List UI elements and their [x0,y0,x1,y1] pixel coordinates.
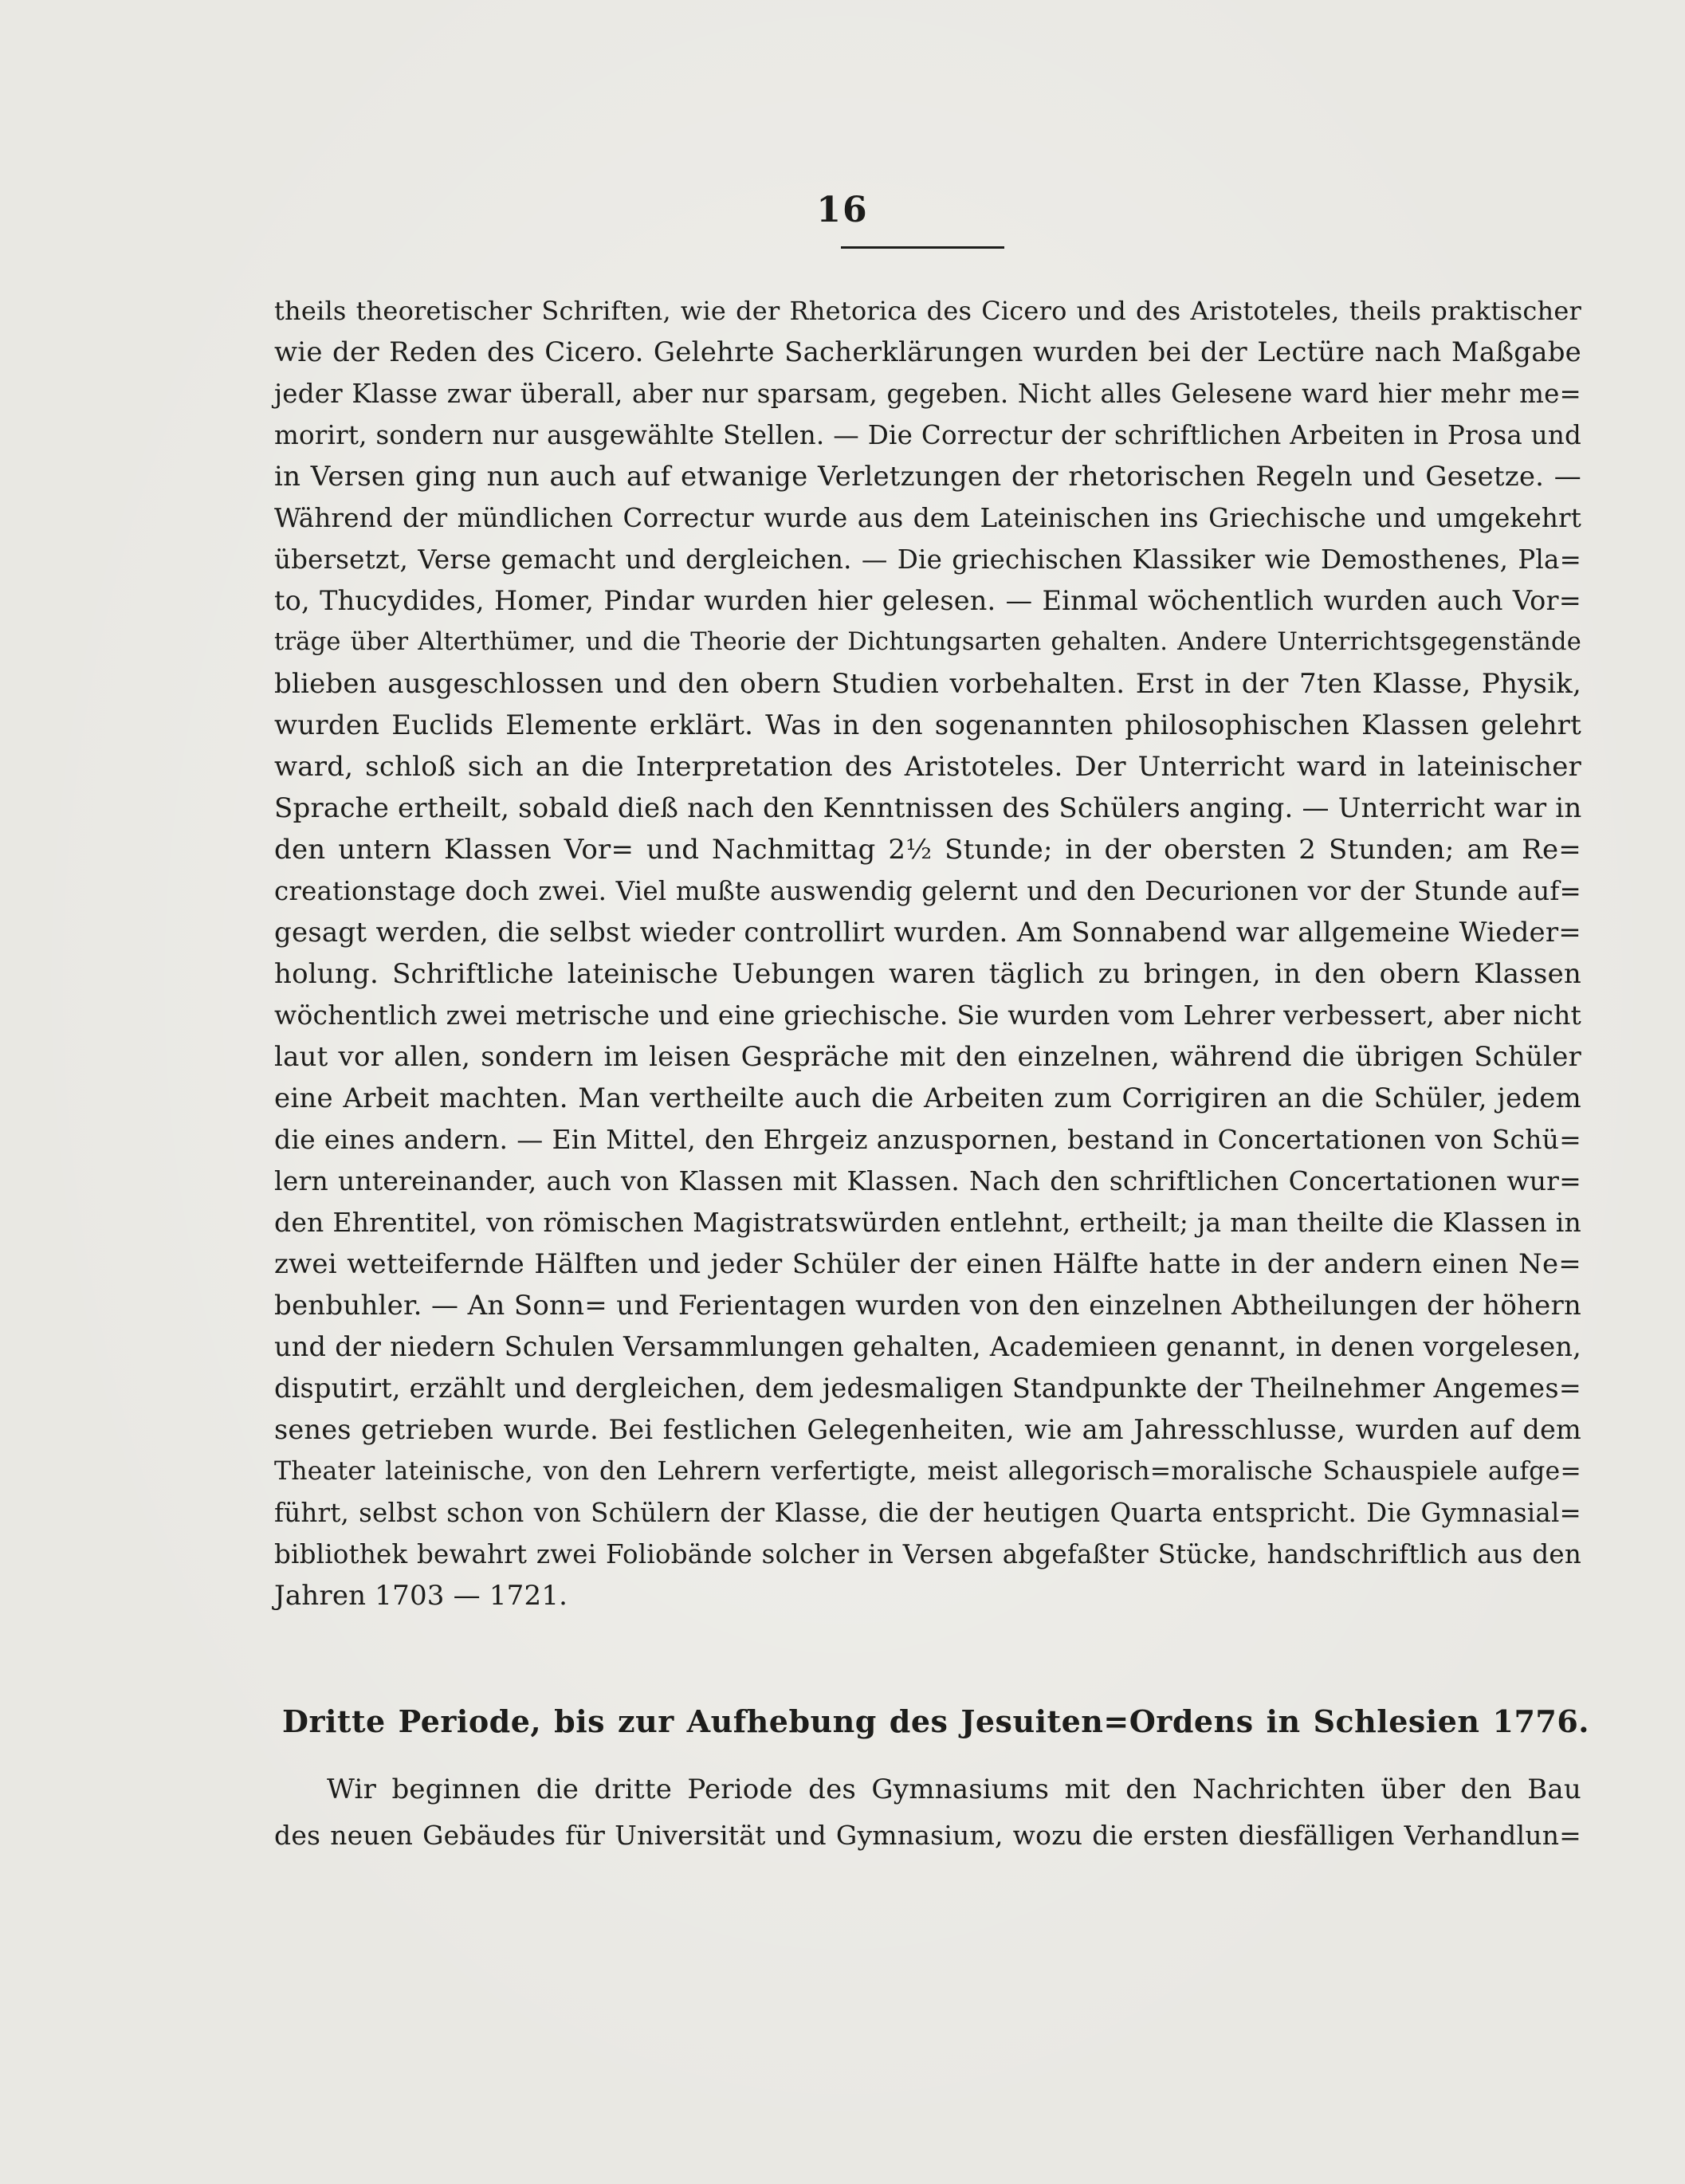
text-line: träge über Alterthümer, und die Theorie der Dichtungsarten gehalten. Andere Unterrichtsgegenstände [274,628,1581,656]
text-line: senes getrieben wurde. Bei festlichen Gelegenheiten, wie am Jahresschlusse, wurden auf dem [274,1414,1581,1445]
text-line: benbuhler. — An Sonn= und Ferientagen wurden von den einzelnen Abtheilungen der höhern [274,1290,1581,1322]
text-line: und der niedern Schulen Versammlungen gehalten, Academieen genannt, in denen vorgelesen, [274,1331,1581,1362]
text-line: theils theoretischer Schriften, wie der Rhetorica des Cicero und des Aristoteles, theils praktischer [274,296,1581,326]
text-line: holung. Schriftliche lateinische Uebungen waren täglich zu bringen, in den obern Klassen [274,958,1581,990]
text-line: jeder Klasse zwar überall, aber nur sparsam, gegeben. Nicht alles Gelesene ward hier mehr me= [274,379,1581,409]
text-line: ward, schloß sich an die Interpretation des Aristoteles. Der Unterricht ward in lateinischer [274,751,1581,783]
text-line: Jahren 1703 — 1721. [274,1580,568,1612]
text-line: übersetzt, Verse gemacht und dergleichen. — Die griechischen Klassiker wie Demosthenes, Pla= [274,544,1581,575]
text-line: bibliothek bewahrt zwei Foliobände solcher in Versen abgefaßter Stücke, handschriftlich aus den [274,1539,1581,1569]
text-line: laut vor allen, sondern im leisen Gespräche mit den einzelnen, während die übrigen Schüler [274,1041,1581,1073]
text-line: des neuen Gebäudes für Universität und Gymnasium, wozu die ersten diesfälligen Verhandlun= [274,1820,1581,1851]
text-line: führt, selbst schon von Schülern der Klasse, die der heutigen Quarta entspricht. Die Gymnasial= [274,1498,1581,1528]
text-line: wurden Euclids Elemente erklärt. Was in den sogenannten philosophischen Klassen gelehrt [274,709,1581,741]
page-number-rule [841,246,1004,249]
text-line: Theater lateinische, von den Lehrern verfertigte, meist allegorisch=moralische Schauspiele aufge= [274,1457,1581,1486]
page-number: 16 [816,190,869,230]
text-line: lern untereinander, auch von Klassen mit Klassen. Nach den schriftlichen Concertationen wur= [274,1165,1581,1196]
text-line: gesagt werden, die selbst wieder controllirt wurden. Am Sonnabend war allgemeine Wieder= [274,917,1581,949]
text-line: Sprache ertheilt, sobald dieß nach den Kenntnissen des Schülers anging. — Unterricht war in [274,792,1582,824]
body-paragraph [274,290,1581,1616]
text-line: disputirt, erzählt und dergleichen, dem jedesmaligen Standpunkte der Theilnehmer Angemes= [274,1373,1581,1404]
text-line: morirt, sondern nur ausgewählte Stellen. — Die Correctur der schriftlichen Arbeiten in Prosa und [274,420,1581,450]
text-line: in Versen ging nun auch auf etwanige Verletzungen der rhetorischen Regeln und Gesetze. — [274,461,1581,493]
text-line: wie der Reden des Cicero. Gelehrte Sacherklärungen wurden bei der Lectüre nach Maßgabe [274,336,1581,368]
section-heading: Dritte Periode, bis zur Aufhebung des Jesuiten=Ordens in Schlesien 1776. [282,1703,1589,1739]
text-line: wöchentlich zwei metrische und eine griechische. Sie wurden vom Lehrer verbessert, aber nicht [274,1000,1581,1031]
text-line: den Ehrentitel, von römischen Magistratswürden entlehnt, ertheilt; ja man theilte die Klassen in [274,1207,1581,1238]
text-line: eine Arbeit machten. Man vertheilte auch die Arbeiten zum Corrigiren an die Schüler, jedem [274,1082,1581,1114]
text-line: Wir beginnen die dritte Periode des Gymnasiums mit den Nachrichten über den Bau [327,1774,1581,1805]
text-line: Während der mündlichen Correctur wurde aus dem Lateinischen ins Griechische und umgekehrt [274,503,1581,533]
text-line: creationstage doch zwei. Viel mußte auswendig gelernt und den Decurionen vor der Stunde auf= [274,876,1581,906]
text-line: zwei wetteifernde Hälften und jeder Schüler der einen Hälfte hatte in der andern einen Ne= [274,1248,1581,1280]
text-line: den untern Klassen Vor= und Nachmittag 2½ Stunde; in der obersten 2 Stunden; am Re= [274,834,1581,866]
body-paragraph-2 [274,1766,1581,1859]
text-line: die eines andern. — Ein Mittel, den Ehrgeiz anzuspornen, bestand in Concertationen von Schü= [274,1124,1581,1155]
text-line: blieben ausgeschlossen und den obern Studien vorbehalten. Erst in der 7ten Klasse, Physik, [274,668,1581,700]
text-line: to, Thucydides, Homer, Pindar wurden hier gelesen. — Einmal wöchentlich wurden auch Vor= [274,585,1581,616]
